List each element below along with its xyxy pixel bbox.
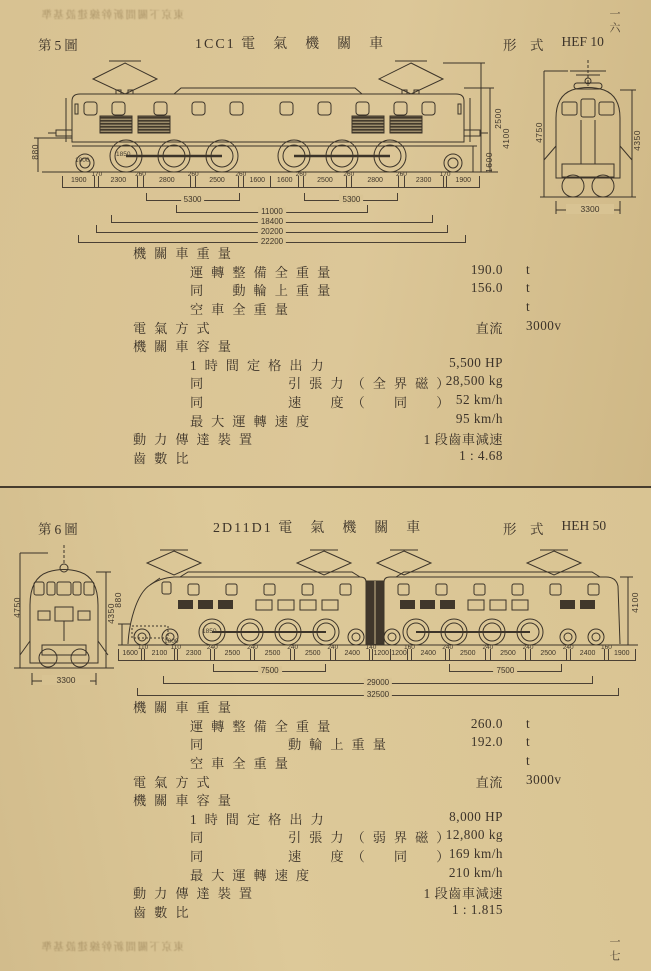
spec-label: 電氣方式 [133,320,218,336]
dim-front-height-left: 4750 [12,597,22,618]
dim-value: 260 [239,176,244,187]
dim-span: 22200 [78,235,465,243]
spec-label: 空車全重量 [190,755,296,771]
spec-sublabel: 動輪上重量 [288,737,394,753]
spec-label: 機關車容量 [133,339,239,355]
dim-value: 2500 [450,649,486,660]
spec-sublabel: 速 度（ 同 ） [288,395,458,411]
spec-unit: 3000v [526,771,562,787]
dim-nose-height: 880 [113,592,123,608]
spec-label: 同 [190,849,212,865]
spec-row [133,734,613,753]
spec-label: 電氣方式 [133,774,218,790]
dim-value: 240 [291,649,295,660]
dim-value: 2500 [295,649,331,660]
figure6-spec-table [133,697,613,921]
page-number-bottom: 一七 [608,936,620,964]
figure5-axle-dim-chain [62,171,480,188]
spec-value: 1 段齒車減速 [423,886,503,902]
dim-roof-height: 2500 [493,108,503,129]
spec-unit: 3000v [526,317,562,333]
dim-value: 1600 [271,176,298,187]
spec-label: 空車全重量 [190,301,296,317]
figure6-type-label: 形 式 [503,522,544,537]
spec-label: 同 [190,395,212,411]
dim-driver-wheel: 1850 [202,628,217,635]
spec-row [133,448,613,467]
dim-front-height-right: 4350 [632,130,642,151]
spec-value: 28,500 kg [445,373,503,389]
dim-front-height-right: 4350 [106,603,116,624]
dim-span: 11000 [176,205,369,213]
spec-label: 動力傳達裝置 [133,432,261,448]
dim-value: 260 [138,176,143,187]
dim-value: 1600 [119,649,142,660]
dim-value: 2400 [571,649,605,660]
spec-value: 190.0 [470,261,503,277]
spec-row [133,373,613,392]
spec-row [133,883,613,902]
dim-small-wheel: 1000 [75,157,90,164]
dim-value: 160 [408,649,411,660]
dim-value: 1200 [373,649,391,660]
spec-value: 直流 [475,320,503,336]
dim-span: 29000 [163,676,593,684]
spec-label: 機關車容量 [133,793,239,809]
spec-row [133,355,613,374]
spec-label: 1時間定格出力 [190,811,332,827]
spec-value: 1 段齒車減速 [423,432,503,448]
dim-value: 240 [567,649,571,660]
spec-value: 5,500 HP [449,354,503,370]
dim-value: 240 [211,649,215,660]
spec-row [133,790,613,809]
spec-unit: t [526,752,531,768]
spec-value: 210 km/h [448,864,503,880]
dim-value: 240 [526,649,530,660]
spec-sublabel: 引張力（全界磁） [288,376,458,392]
spec-unit: t [526,280,531,296]
dim-value: 240 [446,649,450,660]
spec-sublabel: 引張力（弱界磁） [288,830,458,846]
dim-value: 170 [444,176,448,187]
spec-label: 最大運轉速度 [190,867,318,883]
spec-row [133,392,613,411]
spec-label: 齒數比 [133,905,197,921]
figure5-dimension-rows [62,171,480,246]
dim-value: 2400 [336,649,370,660]
dim-value: 2300 [178,649,211,660]
dim-value: 1600 [244,176,271,187]
spec-row [133,280,613,299]
spec-value: 52 km/h [455,392,503,408]
spec-row [133,753,613,772]
spec-label: 1時間定格出力 [190,357,332,373]
spec-value: 169 km/h [448,846,503,862]
dim-value: 2500 [255,649,291,660]
dim-span: 20200 [96,225,448,233]
figure5-front-view [532,60,644,240]
figure5-title: 1CC1 電 氣 機 關 車 [195,37,386,52]
dim-value: 240 [251,649,255,660]
spec-unit: t [526,715,531,731]
dim-value: 260 [191,176,196,187]
spec-row [133,827,613,846]
dim-value: 240 [331,649,335,660]
spec-value: 1 : 4.68 [459,448,503,464]
dim-front-height-left: 4750 [534,122,544,143]
spec-row [133,336,613,355]
spec-label: 齒數比 [133,451,197,467]
dim-value: 260 [299,176,304,187]
page-17 [0,488,651,971]
dim-value: 2300 [405,176,444,187]
dim-value: 140 [370,649,373,660]
figure6-type [503,518,606,538]
spec-label: 機關車重量 [133,246,239,261]
dim-span: 32500 [137,688,619,696]
figure5-number: 第5圖 [38,38,81,53]
spec-row [133,865,613,884]
dim-value: 2500 [196,176,238,187]
bleed-through-header: 東京下關間新幹線建設基準 [40,10,184,21]
spec-row [133,429,613,448]
dim-value: 110 [175,649,178,660]
spec-row [133,716,613,735]
dim-small-wheel: 1000 [164,638,179,645]
spec-value: 1 : 1.815 [451,902,503,918]
dim-value: 2800 [352,176,399,187]
dim-body-height: 4100 [501,128,511,149]
dim-value: 170 [95,176,99,187]
dim-value: 2400 [412,649,446,660]
dim-span: 18400 [111,215,432,223]
figure6-axle-dim-chain [118,644,636,661]
figure6-side-view [113,548,646,700]
figure6-front-view [8,545,120,697]
dim-value: 2500 [491,649,527,660]
spec-row [133,243,613,262]
spec-value: 直流 [475,774,503,790]
bleed-through-footer: 東京下關間新幹線建設基準 [40,942,184,953]
spec-row [133,318,613,337]
spec-value: 95 km/h [455,410,503,426]
spec-value: 156.0 [470,280,503,296]
spec-value: 12,800 kg [445,827,503,843]
spec-label: 運轉整備全重量 [190,264,339,280]
spec-row [133,809,613,828]
spec-row [133,697,613,716]
spec-unit: t [526,261,531,277]
spec-label: 機關車重量 [133,700,239,715]
spec-label: 同 [190,376,212,392]
figure5-type-value: HEF 10 [561,34,604,49]
spec-row [133,902,613,921]
dim-value: 1200 [391,649,409,660]
figure6-type-value: HEH 50 [561,518,607,533]
dim-span: 5300 [304,193,398,201]
figure6-number: 第6圖 [38,522,81,537]
spec-value: 8,000 HP [449,808,503,824]
spec-label: 動力傳達裝置 [133,886,261,902]
spec-label: 同 [190,830,212,846]
dim-front-width: 3300 [566,204,614,214]
spec-unit: t [526,298,531,314]
dim-value: 2500 [215,649,251,660]
spec-label: 最大運轉速度 [190,413,318,429]
figure6-dimension-rows [118,644,636,699]
dim-value: 2300 [99,176,138,187]
spec-sublabel: 速 度（ 同 ） [288,849,458,865]
spec-value: 192.0 [470,734,503,750]
figure5-spec-table [133,243,613,467]
dim-value: 1900 [63,176,95,187]
dim-value: 260 [399,176,404,187]
spec-row [133,262,613,281]
dim-span: 7500 [449,664,562,672]
spec-label: 運轉整備全重量 [190,718,339,734]
dim-driver-wheel: 1850 [116,151,131,158]
spec-row [133,772,613,791]
spec-row [133,299,613,318]
spec-label: 同 動輪上重量 [190,283,339,299]
dim-value: 1900 [609,649,636,660]
dim-value: 260 [347,176,352,187]
spec-row [133,411,613,430]
dim-value: 2100 [145,649,175,660]
figure6-title: 2D11D1 電 氣 機 關 車 [213,521,423,536]
dim-span: 7500 [213,664,326,672]
dim-value: 160 [605,649,608,660]
dim-value: 2500 [304,176,346,187]
figure5-side-view [28,54,512,246]
figure5-type-label: 形 式 [503,38,544,53]
dim-frame-height: 1600 [484,152,494,173]
figure5-type [503,34,604,54]
dim-front-width: 3300 [42,675,90,685]
dim-buffer-height: 880 [30,144,40,160]
spec-label: 同 [190,737,212,753]
spec-value: 260.0 [470,715,503,731]
dim-value: 2800 [144,176,191,187]
spec-row [133,846,613,865]
dim-value: 110 [142,649,145,660]
dim-value: 2500 [531,649,567,660]
spec-unit: t [526,734,531,750]
page-number-top: 一六 [608,8,620,36]
dim-value: 1900 [447,176,479,187]
dim-body-height: 4100 [630,592,640,613]
dim-value: 240 [486,649,490,660]
dim-span: 5300 [146,193,240,201]
